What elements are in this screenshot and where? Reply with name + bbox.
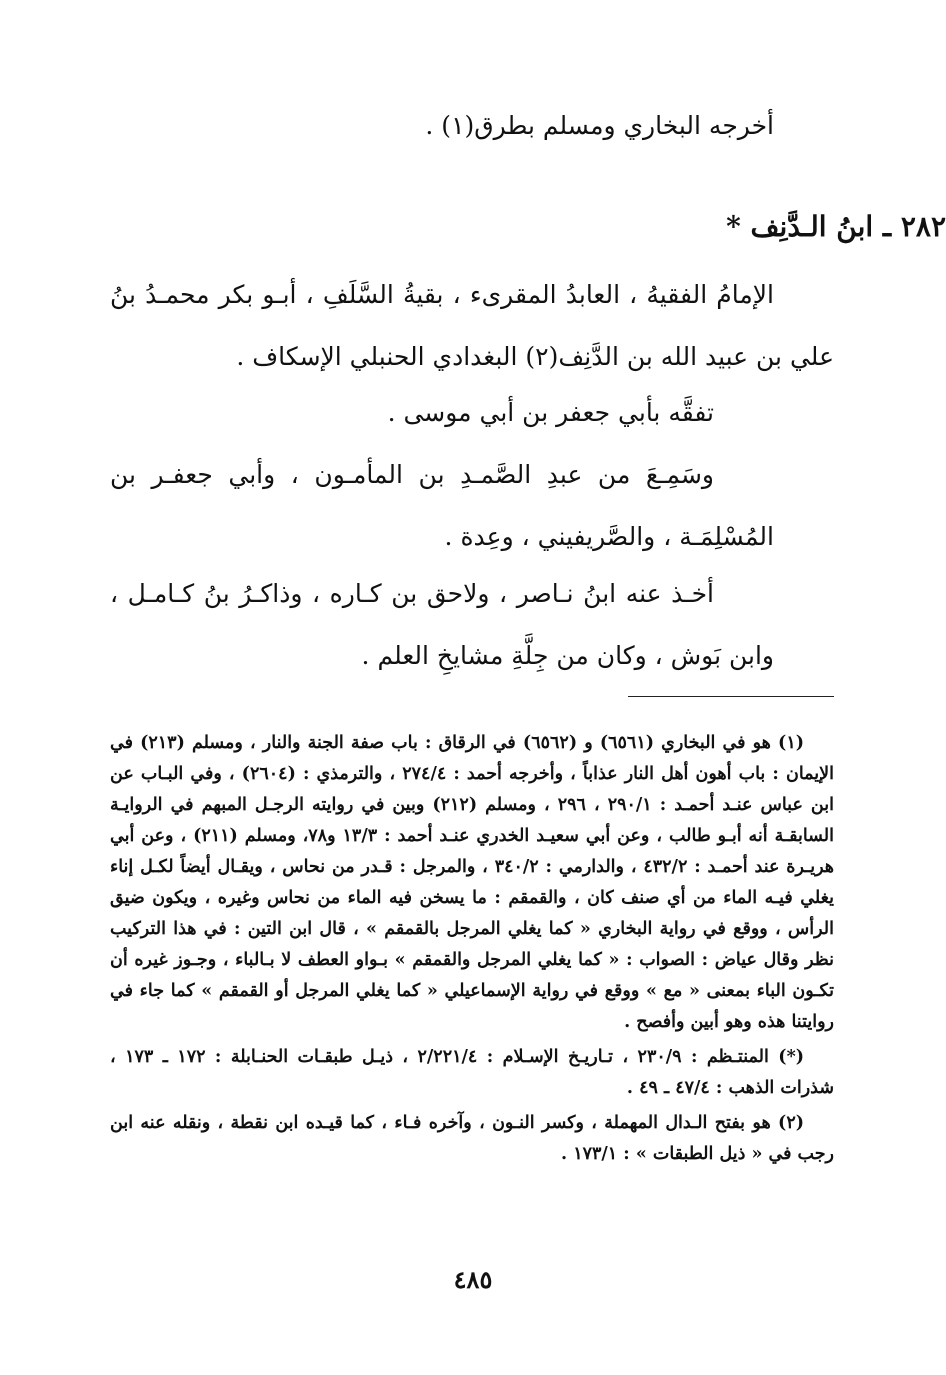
footnotes-section — [110, 728, 834, 1174]
footnote-sources: (*) المنتـظم : ٢٣٠/٩ ، تـاريـخ الإسـلام : ٢/٢٢١/٤ ، ذيـل طبقـات الحنـابلة : ١٧٢ ـ ١٧٣ ، شذرات الذهب : ٤٧/٤ ـ ٤٩ . — [110, 1047, 834, 1098]
footnote-separator — [628, 696, 834, 697]
paragraph-biography-intro: الإمامُ الفقيهُ ، العابدُ المقرىء ، بقيةُ السَّلَفِ ، أبـو بكر محمـدُ بنُ علي بن عبيد الله بن الدَّنِف(٢) البغدادي الحنبلي الإسكاف . — [110, 280, 834, 371]
paragraph-studied-with: تفقَّه بأبي جعفر بن أبي موسى . — [387, 398, 714, 427]
paragraph-heard-from: وسَمِـعَ من عبدِ الصَّمـدِ بن المأمـون ، وأبي جعفـر بن المُسْلِمَـة ، والصَّريفيني ، وعِدة . — [110, 460, 774, 551]
paragraph-students: أخـذ عنه ابنُ نـاصر ، ولاحق بن كـاره ، وذاكـرُ بنُ كـامـل ، وابن بَوش ، وكان من جِلَّةِ مشايخِ العلم . — [110, 579, 774, 670]
footnote-2: (٢) هو بفتح الـدال المهملة ، وكسر النـون ، وآخره فـاء ، كما قيـده ابن نقطة ، ونقله عنه ابن رجب في « ذيل الطبقات » : ١٧٣/١ . — [110, 1113, 834, 1164]
previous-entry-closing-line: أخرجه البخاري ومسلم بطرق(١) . — [425, 111, 774, 140]
page-number: ٤٨٥ — [453, 1265, 493, 1294]
entry-heading: ٢٨٢ ـ ابنُ الـدَّنِف * — [726, 210, 946, 243]
footnote-1: (١) هو في البخاري (٦٥٦١) و (٦٥٦٢) في الرقاق : باب صفة الجنة والنار ، ومسلم (٢١٣) في الإيمان : باب أهون أهل النار عذاباً ، وأخرجه أحمد : ٢٧٤/٤ ، والترمذي : (٢٦٠٤) ، وفي البـاب عن ابن عباس عنـد أحمـد : ٢٩٠/١ ، ٢٩٦ ، ومسلم (٢١٢) وبين في روايته الرجـل المبهم في الروايـة السابقـة أنه أبـو طالب ، وعن أبي سعيـد الخدري عنـد أحمد : ١٣/٣ و٧٨، ومسلم (٢١١) ، وعن أبي هريـرة عند أحمـد : ٤٣٢/٢ ، والدارمي : ٣٤٠/٢ ، والمرجل : قـدر من نحاس ، ويقـال أيضاً لكـل إناء يغلي فيـه الماء من أي صنف كان ، والقمقم : ما يسخن فيه الماء من نحاس وغيره ، ويكون ضيق الرأس ، ووقع في رواية البخاري « كما يغلي المرجل بالقمقم » ، قال ابن التين : في هذا التركيب نظر وقال عياض : الصواب : « كما يغلي المرجل والقمقم » بـواو العطف لا بـالباء ، وجـوز غيره أن تكـون الباء بمعنى « مع » ووقع في رواية الإسماعيلي « كما يغلي المرجل أو القمقم » كما جاء في روايتنا هذه وهو أبين وأفصح . — [110, 733, 834, 1032]
